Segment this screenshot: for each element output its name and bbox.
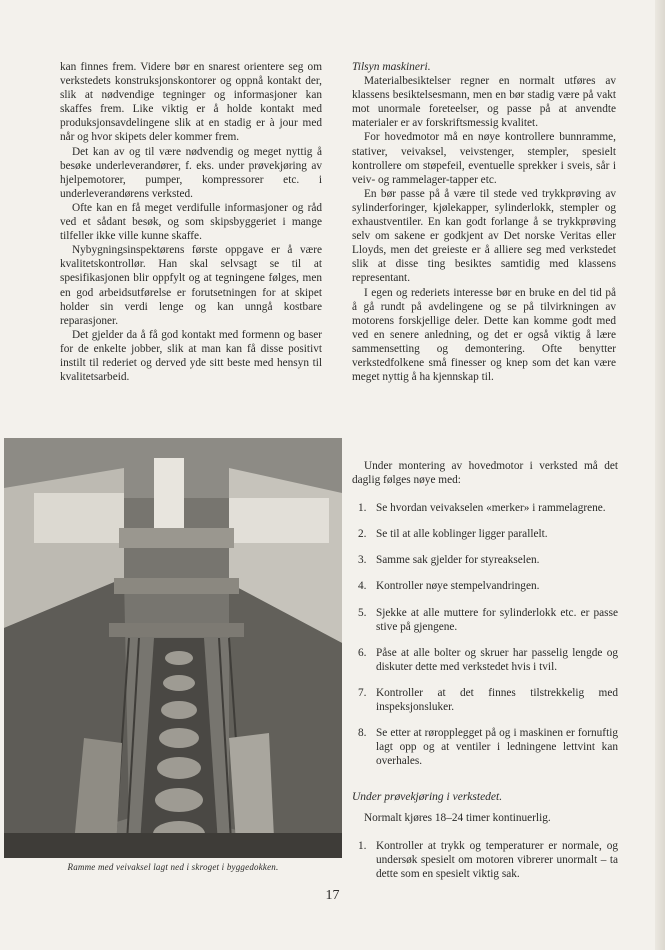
left-text-column [60, 60, 322, 384]
right-paragraph-3: En bør passe på å være til stede ved trykkprøving av sylinderforinger, kjølekapper, sylinderlokk, stempler og exhaustventiler. En kan godt forlange å se trykkprøving selv om sakene er godkjent av Det norske Veritas eller Lloyds, men det greieste er å alliere seg med verkstedet slik at disse ting besiktes samtidig med klassens representant. [352, 187, 616, 285]
list-item: 7. Kontroller at det finnes tilstrekkelig med inspeksjonsluker. [358, 686, 618, 714]
right-paragraph-4: I egen og rederiets interesse bør en bruke en del tid på å gå rundt på avdelingene og se på tilvirkningen av motorens forskjellige deler. Dette kan komme godt med ved en senere anledning, og det er også viktig å lære sammensetting og demontering. Ofte benytter verkstedfolkene små finesser og knep som det kan være meget nyttig å ha kjennskap til. [352, 286, 616, 384]
list-item: 8. Se etter at røropplegget på og i maskinen er fornuftig lagt opp og at ventiler i ledningene lettvint kan overhales. [358, 727, 618, 768]
list-item: 2. Se til at alle koblinger ligger parallelt. [358, 528, 548, 541]
list-item: 6. Påse at alle bolter og skruer har passelig lengde og diskuter dette med verkstedet hvis i tvil. [358, 646, 618, 673]
right-paragraph-2: For hovedmotor må en nøye kontrollere bunnramme, stativer, veivaksel, veivstenger, stempler, spesielt kontrollere om støpefeil, eventuelle sprekker i sveis, sår i veiv- og rammelager-tapper etc. [352, 131, 616, 186]
right-paragraph-1: Materialbesiktelser regner en normalt utføres av klassens besiktelsesmann, men en bør stadig være på vakt mot unormale foreteelser, og passe på at anvendte materialer er av forskriftsmessig kvalitet. [352, 75, 616, 130]
list-item: 1. Kontroller at trykk og temperaturer er normale, og undersøk spesielt om motoren vibrerer unormalt – ta dette som en spesielt viktig sak. [358, 839, 618, 880]
right-text-column [352, 60, 616, 384]
lower-right-column [352, 459, 618, 893]
test-run-checklist [352, 839, 618, 881]
list-item: 1. Se hvordan veivakselen «merker» i rammelagrene. [358, 502, 606, 515]
checklist-intro: Under montering av hovedmotor i verksted må det daglig følges nøye med: [352, 460, 618, 487]
assembly-checklist [352, 501, 618, 768]
list-item: 5. Sjekke at alle muttere for sylinderlokk etc. er passe stive på gjengene. [358, 606, 618, 633]
engine-frame-in-hull-image [4, 438, 342, 858]
left-paragraph-3: Ofte kan en få meget verdifulle informasjoner og råd ved et sådant besøk, og som skipsbyggeriet i mange tilfeller ikke ville kunne skaffe. [60, 201, 322, 243]
shipyard-photo [4, 438, 342, 858]
left-paragraph-5: Det gjelder da å få god kontakt med formenn og baser for de enkelte jobber, slik at man kan få disse positivt instilt til rederiet og derved yde sitt beste med hensyn til kvalitetsarbeid. [60, 328, 322, 384]
page-number: 17 [325, 888, 340, 903]
list-item: 4. Kontroller nøye stempelvandringen. [358, 580, 540, 593]
test-run-heading: Under prøvekjøring i verkstedet. [352, 791, 503, 804]
photo-caption: Ramme med veivaksel lagt ned i skroget i byggedokken. [67, 862, 279, 872]
left-paragraph-2: Det kan av og til være nødvendig og meget nyttig å besøke underleverandører, f. eks. under prøvekjøring av hjelpemotorer, pumper, kompressorer etc. i underleverandørens verksted. [60, 145, 322, 200]
page-edge [655, 0, 665, 950]
section-heading: Tilsyn maskineri. [352, 61, 431, 73]
list-item: 3. Samme sak gjelder for styreakselen. [358, 554, 540, 567]
left-paragraph-4: Nybygningsinspektørens første oppgave er å være kvalitetskontrollør. Han skal selvsagt se til at spesifikasjonen blir oppfylt og at tegningene følges, men en god arbeidsutførelse er forutsetningen for at skipet holder sin verdi lenge og kan unngå kostbare reparasjoner. [60, 244, 322, 327]
left-paragraph-1: kan finnes frem. Videre bør en snarest orientere seg om verkstedets konstruksjonskontorer og oppnå kontakt der, slik at nødvendige tegninger og informasjoner kan skaffes frem. Like viktig er å holde kontakt med produksjonsavdelingene slik at en stadig er à jour med når og hvor skipets deler kommer frem. [60, 61, 322, 144]
test-run-duration: Normalt kjøres 18–24 timer kontinuerlig. [364, 811, 551, 824]
